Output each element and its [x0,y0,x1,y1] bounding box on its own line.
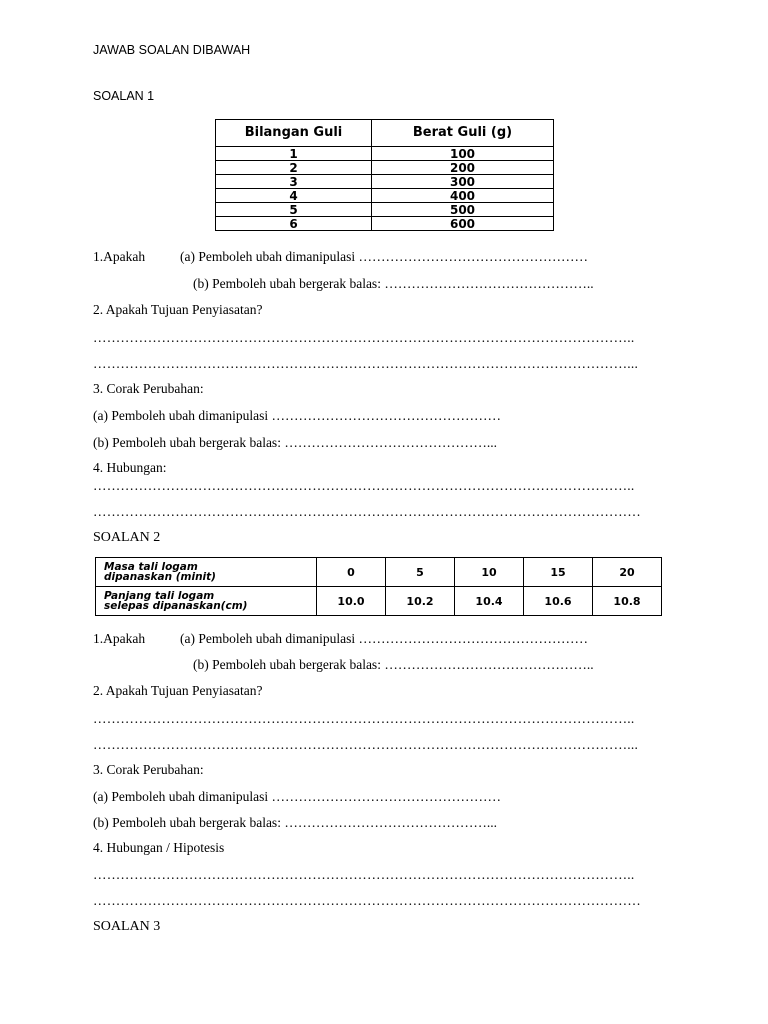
q2-question-3a: (a) Pemboleh ubah dimanipulasi …………………………………………… [93,789,501,804]
q2-question-1a: (a) Pemboleh ubah dimanipulasi …………………………………………… [180,631,588,646]
q1-answer-line: ……………………………………………………………………………………………………….. [93,478,635,493]
table-row [216,161,554,175]
table-row [216,175,554,189]
table-cell: 10.4 [455,587,524,616]
table-cell: 10.0 [317,587,386,616]
q1-table [215,119,554,231]
table-cell: 10.2 [386,587,455,616]
table-cell: 500 [372,203,554,217]
page-header: JAWAB SOALAN DIBAWAH [93,43,251,57]
q2-answer-line: ………………………………………………………………………………………………………... [93,737,639,752]
q2-question-3b: (b) Pemboleh ubah bergerak balas: ………………………………………... [93,815,497,830]
table-row [96,587,662,616]
q2-question-3: 3. Corak Perubahan: [93,762,204,777]
q2-title: SOALAN 2 [93,530,161,545]
table-cell: 400 [372,189,554,203]
table-cell: 0 [317,558,386,587]
q1-question-2: 2. Apakah Tujuan Penyiasatan? [93,302,263,317]
q2-question-2: 2. Apakah Tujuan Penyiasatan? [93,683,263,698]
label-line: dipanaskan (minit) [104,571,216,583]
table-cell: 300 [372,175,554,189]
q1-question-1a: (a) Pemboleh ubah dimanipulasi …………………………………………… [180,249,588,264]
q1-title: SOALAN 1 [93,89,155,103]
q1-question-3a: (a) Pemboleh ubah dimanipulasi …………………………………………… [93,408,501,423]
table-row [216,203,554,217]
table-row [216,147,554,161]
q2-answer-line: ……………………………………………………………………………………………………….. [93,867,635,882]
q1-question-3: 3. Corak Perubahan: [93,381,204,396]
table-header-row [216,120,554,147]
q1-question-4: 4. Hubungan: [93,460,167,475]
table-cell: 20 [593,558,662,587]
label-line: Masa tali logam [104,561,198,573]
table-row [96,558,662,587]
q2-answer-line: ……………………………………………………………………………………………………….. [93,711,635,726]
table-cell: 5 [386,558,455,587]
table-row-label [96,587,317,616]
table-cell: 10.6 [524,587,593,616]
q1-answer-line: ……………………………………………………………………………………………………….. [93,330,635,345]
table-cell: 200 [372,161,554,175]
table-cell: 2 [216,161,372,175]
label-line: Panjang tali logam [104,590,215,602]
table-cell: 4 [216,189,372,203]
q2-question-4: 4. Hubungan / Hipotesis [93,840,225,855]
table-header-cell: Berat Guli (g) [372,120,554,147]
table-row-label [96,558,317,587]
q2-question-1-prefix: 1.Apakah [93,631,146,646]
table-cell: 6 [216,217,372,231]
table-cell: 10 [455,558,524,587]
q1-question-1-prefix: 1.Apakah [93,249,146,264]
label-line: selepas dipanaskan(cm) [104,600,248,612]
q3-title: SOALAN 3 [93,919,161,934]
q2-table [95,557,662,616]
table-cell: 5 [216,203,372,217]
table-cell: 100 [372,147,554,161]
table-row [216,217,554,231]
table-cell: 15 [524,558,593,587]
table-cell: 1 [216,147,372,161]
table-header-cell: Bilangan Guli [216,120,372,147]
q2-answer-line: ………………………………………………………………………………………………………… [93,893,641,908]
table-cell: 3 [216,175,372,189]
table-cell: 600 [372,217,554,231]
table-row [216,189,554,203]
q2-question-1b: (b) Pemboleh ubah bergerak balas: ……………………………………….. [193,657,594,672]
q1-answer-line: ………………………………………………………………………………………………………... [93,356,639,371]
table-cell: 10.8 [593,587,662,616]
q1-question-1b: (b) Pemboleh ubah bergerak balas: ……………………………………….. [193,276,594,291]
q1-answer-line: ………………………………………………………………………………………………………… [93,504,641,519]
q1-question-3b: (b) Pemboleh ubah bergerak balas: ………………………………………... [93,435,497,450]
